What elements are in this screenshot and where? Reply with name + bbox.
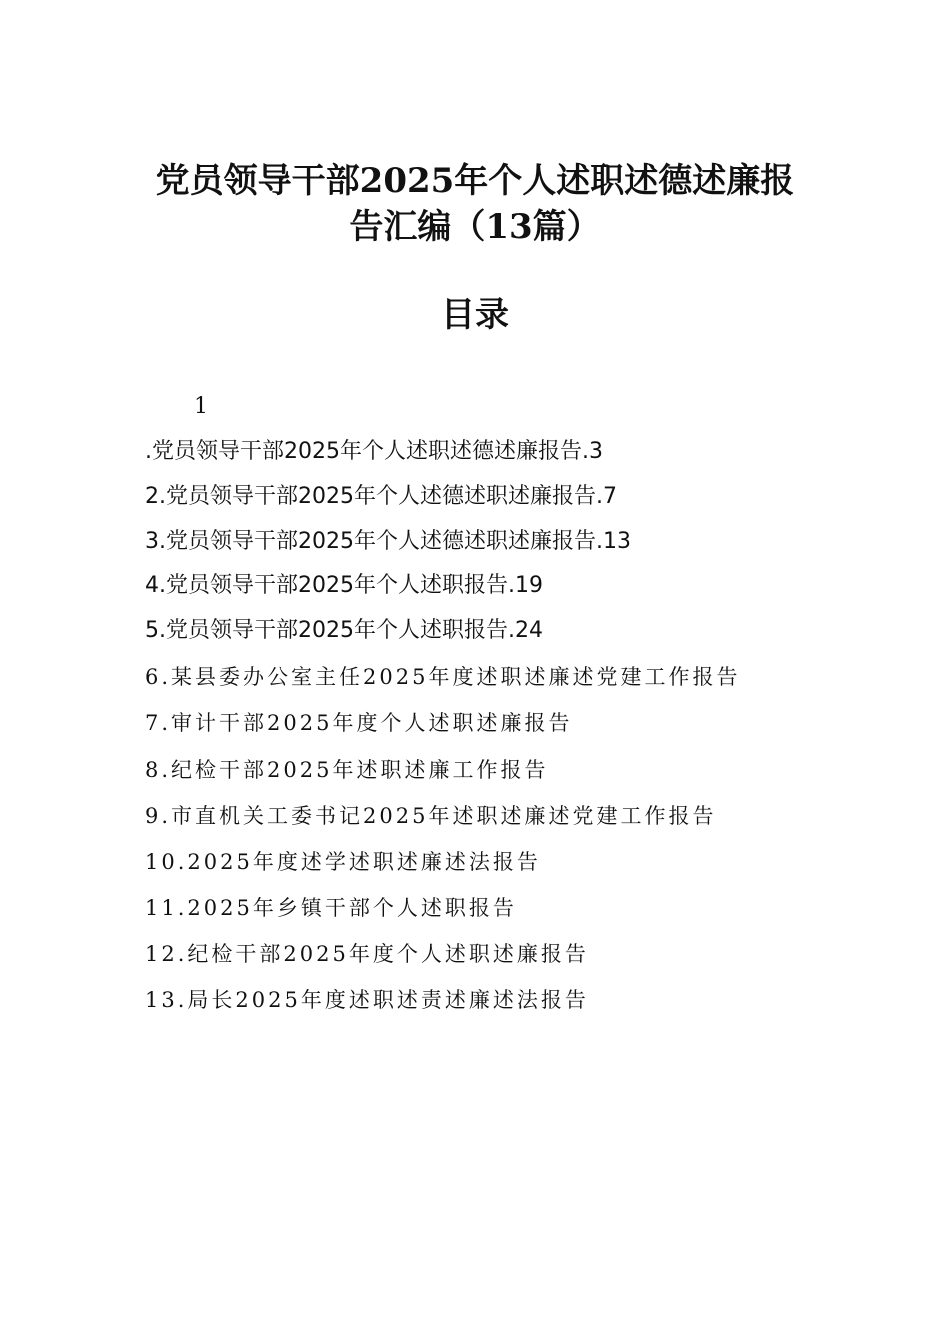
toc-item-7: 7.审计干部2025年度个人述职述廉报告 xyxy=(145,711,573,735)
toc-item-9: 9.市直机关工委书记2025年述职述廉述党建工作报告 xyxy=(145,804,717,828)
toc-item-8: 8.纪检干部2025年述职述廉工作报告 xyxy=(145,758,549,782)
toc-heading: 目录 xyxy=(441,295,509,335)
toc-item-5[interactable]: 5.党员领导干部2025年个人述职报告.24 xyxy=(145,618,543,643)
document-title-line-1: 党员领导干部2025年个人述职述德述廉报 xyxy=(155,161,795,201)
toc-first-number: 1 xyxy=(194,394,208,419)
toc-item-11: 11.2025年乡镇干部个人述职报告 xyxy=(145,896,517,920)
toc-item-6: 6.某县委办公室主任2025年度述职述廉述党建工作报告 xyxy=(145,665,741,689)
toc-item-2[interactable]: 2.党员领导干部2025年个人述德述职述廉报告.7 xyxy=(145,484,617,509)
toc-item-3[interactable]: 3.党员领导干部2025年个人述德述职述廉报告.13 xyxy=(145,529,631,554)
document-title-line-2: 告汇编（13篇） xyxy=(349,207,601,247)
toc-item-1[interactable]: .党员领导干部2025年个人述职述德述廉报告.3 xyxy=(145,439,603,464)
toc-item-4[interactable]: 4.党员领导干部2025年个人述职报告.19 xyxy=(145,573,543,598)
toc-item-10: 10.2025年度述学述职述廉述法报告 xyxy=(145,850,541,874)
toc-item-13: 13.局长2025年度述职述责述廉述法报告 xyxy=(145,988,589,1012)
toc-item-12: 12.纪检干部2025年度个人述职述廉报告 xyxy=(145,942,589,966)
